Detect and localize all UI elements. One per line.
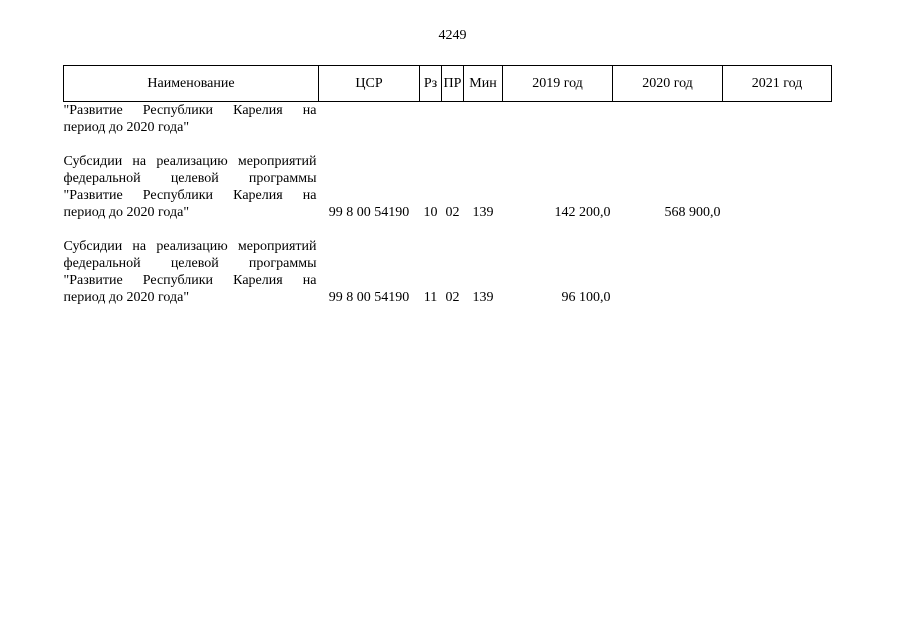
row-2021: [723, 102, 832, 137]
row-2019: [503, 102, 613, 137]
row-2020: [613, 102, 723, 137]
row-min: 139: [472, 205, 494, 220]
row-2020: 568 900,0: [664, 205, 721, 220]
row-name-line: период до 2020 года": [63, 290, 190, 305]
row-2019: 96 100,0: [561, 290, 611, 305]
row-name-line: Субсидии на реализацию мероприятий: [63, 239, 317, 254]
table-row: [64, 238, 832, 306]
column-header-2021: 2021 год: [723, 66, 832, 102]
row-2021: [723, 238, 832, 306]
table-row: [64, 102, 832, 137]
row-name-line: "Развитие Республики Карелия на: [63, 103, 317, 118]
budget-table: [63, 65, 832, 306]
row-name-line: федеральной целевой программы: [63, 171, 317, 186]
row-name-line: "Развитие Республики Карелия на: [63, 273, 317, 288]
row-min: 139: [472, 290, 494, 305]
row-2019: 142 200,0: [554, 205, 611, 220]
column-header-pr: ПР: [442, 66, 464, 102]
row-2020: [613, 238, 723, 306]
column-header-name: Наименование: [64, 66, 319, 102]
row-pr: 02: [445, 290, 460, 305]
row-name-line: Субсидии на реализацию мероприятий: [63, 154, 317, 169]
column-header-min: Мин: [464, 66, 503, 102]
row-name: [64, 153, 319, 221]
column-header-rz: Рз: [420, 66, 442, 102]
row-2021: [723, 153, 832, 221]
column-header-2019: 2019 год: [503, 66, 613, 102]
row-pr: [442, 102, 464, 137]
row-name-line: федеральной целевой программы: [63, 256, 317, 271]
row-rz: 11: [423, 290, 438, 305]
column-header-csr: ЦСР: [319, 66, 420, 102]
row-name-line: "Развитие Республики Карелия на: [63, 188, 317, 203]
page-number: 4249: [438, 28, 467, 43]
row-csr: 99 8 00 54190: [328, 205, 410, 220]
row-name: [64, 102, 319, 137]
row-name-line: период до 2020 года": [63, 205, 190, 220]
row-rz: [420, 102, 442, 137]
row-name: [64, 238, 319, 306]
table-header-row: [64, 66, 832, 102]
row-min: [464, 102, 503, 137]
row-rz: 10: [423, 205, 438, 220]
row-csr: 99 8 00 54190: [328, 290, 410, 305]
row-pr: 02: [445, 205, 460, 220]
row-name-line: период до 2020 года": [63, 120, 190, 135]
table-row: [64, 153, 832, 221]
column-header-2020: 2020 год: [613, 66, 723, 102]
row-csr: [319, 102, 420, 137]
